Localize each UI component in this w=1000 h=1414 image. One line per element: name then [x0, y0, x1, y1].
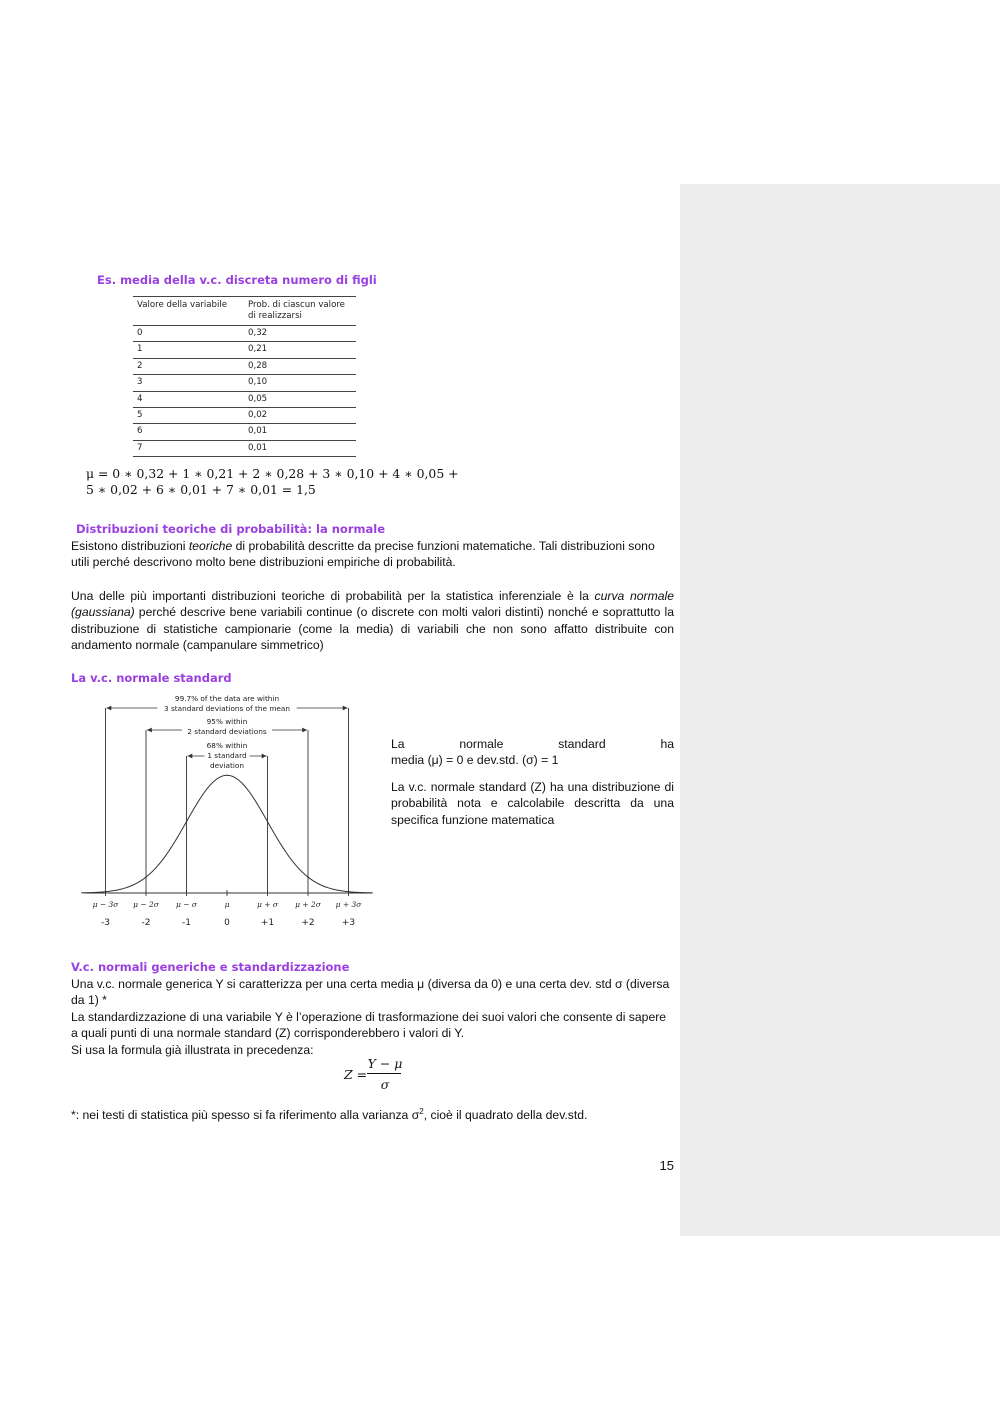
tick-label-z: +2 — [301, 918, 315, 928]
tick-label-z: -1 — [182, 918, 191, 928]
tick-label-z: +1 — [260, 918, 275, 928]
table-row — [133, 424, 356, 440]
table-cell: 0,21 — [244, 342, 356, 358]
tick-label-sigma: μ − 3σ — [92, 900, 119, 909]
mean-formula — [86, 466, 459, 498]
normal-p2-body — [71, 588, 674, 637]
table-cell: 0,05 — [244, 391, 356, 407]
annotation-label: 1 standard — [207, 751, 247, 760]
table-cell: 6 — [133, 424, 244, 440]
mean-formula-line2: 5 ∗ 0,02 + 6 ∗ 0,01 + 7 ∗ 0,01 = 1,5 — [86, 482, 316, 497]
standard-side-paragraph-1 — [391, 736, 674, 769]
table-cell: 2 — [133, 358, 244, 374]
tick-label-z: -2 — [141, 918, 151, 928]
annotation-label: 3 standard deviations of the mean — [163, 704, 291, 713]
table-cell: 0,02 — [244, 408, 356, 424]
normal-p1-emphasis: teoriche — [188, 539, 233, 553]
tick-label-sigma: μ − 2σ — [133, 900, 159, 909]
probability-table — [133, 296, 356, 457]
normal-p2-text-a: Una delle più importanti distribuzioni teoriche di probabilità per la statistica inferenziale è la — [71, 589, 595, 603]
normal-p1-text-b: di probabilità descritte da precise funzioni matematiche. Tali distribuzioni sono utili perché descrivono molto bene distribuzioni empiriche di probabilità. — [71, 539, 655, 570]
standard-side-paragraph-2: La v.c. normale standard (Z) ha una distribuzione di probabilità nota e calcolabile descritta da una specifica funzione matematica — [391, 780, 674, 827]
annotation-label: 99.7% of the data are within — [174, 694, 280, 703]
table-row — [133, 391, 356, 407]
generic-paragraph-3: Si usa la formula già illustrata in precedenza: — [71, 1043, 314, 1057]
table-row — [133, 326, 356, 342]
table-row — [133, 342, 356, 358]
table-cell: 0,32 — [244, 326, 356, 342]
coverage-annotations — [107, 694, 348, 771]
normal-p1-text-a: Esistono distribuzioni — [71, 539, 189, 553]
table-row — [133, 440, 356, 456]
generic-paragraph-2: La standardizzazione di una variabile Y è l’operazione di trasformazione dei suoi valori che consente di sapere a quali punti di una normale standard (Z) corrisponderebbero i valori di Y. — [71, 1010, 667, 1041]
annotation-label: deviation — [210, 761, 244, 770]
comment-pane — [680, 184, 1000, 1236]
normal-p2-emphasis: curva normale (gaussiana) — [71, 589, 674, 620]
tick-label-sigma: μ — [224, 900, 230, 909]
footnote — [71, 1104, 674, 1123]
tick-label-sigma: μ + 2σ — [295, 900, 321, 909]
generic-paragraph-1: Una v.c. normale generica Y si caratterizza per una certa media μ (diversa da 0) e una certa dev. std σ (diversa da 1) * — [71, 977, 670, 1008]
tick-label-sigma: μ + σ — [256, 900, 279, 909]
table-header-value: Valore della variabile — [133, 297, 244, 326]
table-cell: 1 — [133, 342, 244, 358]
table-row — [133, 408, 356, 424]
table-cell: 5 — [133, 408, 244, 424]
tick-label-z: 0 — [224, 918, 230, 928]
table-cell: 0,01 — [244, 424, 356, 440]
generic-heading: V.c. normali generiche e standardizzazione — [71, 960, 350, 974]
standard-side-line-2: media (μ) = 0 e dev.std. (σ) = 1 — [391, 753, 559, 768]
standard-side-line-1: La normale standard ha — [391, 737, 674, 751]
table-cell: 7 — [133, 440, 244, 456]
footnote-superscript: 2 — [419, 1107, 424, 1116]
normal-curve — [81, 775, 373, 893]
normal-heading: Distribuzioni teoriche di probabilità: la normale — [76, 522, 385, 536]
standard-heading: La v.c. normale standard — [71, 671, 232, 685]
table-header-prob: Prob. di ciascun valore di realizzarsi — [244, 297, 356, 326]
normal-p2-text-b: perché descrive bene variabili continue (o discrete con molti valori distinti) nonché e soprattutto la distribuzione di statistiche campionarie (come la media) di variabili che non sono affatto distribuite con — [71, 605, 674, 636]
z-formula-numerator: Y − μ — [367, 1056, 403, 1071]
z-formula-lhs: Z = — [344, 1067, 368, 1082]
normal-curve-chart — [76, 690, 376, 935]
z-formula-fraction-bar — [367, 1073, 401, 1074]
footnote-text-b: , cioè il quadrato della dev.std. — [423, 1108, 588, 1123]
annotation-label: 68% within — [206, 741, 248, 750]
page-number: 15 — [659, 1158, 674, 1173]
example-heading: Es. media della v.c. discreta numero di figli — [97, 273, 377, 287]
x-axis-ticks — [93, 890, 363, 928]
z-formula-denominator: σ — [380, 1077, 390, 1092]
normal-paragraph-1 — [71, 538, 674, 571]
table-cell: 0,01 — [244, 440, 356, 456]
tick-label-z: +3 — [341, 918, 356, 928]
table-cell: 4 — [133, 391, 244, 407]
table-cell: 3 — [133, 375, 244, 391]
table-header-row — [133, 297, 356, 326]
table-cell: 0,28 — [244, 358, 356, 374]
mean-formula-line1: μ = 0 ∗ 0,32 + 1 ∗ 0,21 + 2 ∗ 0,28 + 3 ∗ 0,10 + 4 ∗ 0,05 + — [86, 466, 459, 481]
normal-p2-last-line: andamento normale (campanulare simmetrico) — [71, 638, 324, 653]
annotation-label: 95% within — [206, 717, 248, 726]
table-row — [133, 375, 356, 391]
table-cell: 0 — [133, 326, 244, 342]
footnote-text-a: *: nei testi di statistica più spesso si fa riferimento alla varianza σ — [71, 1108, 420, 1123]
table-cell: 0,10 — [244, 375, 356, 391]
annotation-label: 2 standard deviations — [187, 727, 267, 736]
tick-label-sigma: μ − σ — [175, 900, 198, 909]
tick-label-z: -3 — [101, 918, 110, 928]
table-row — [133, 358, 356, 374]
tick-label-sigma: μ + 3σ — [335, 900, 362, 909]
normal-paragraph-2 — [71, 588, 674, 654]
